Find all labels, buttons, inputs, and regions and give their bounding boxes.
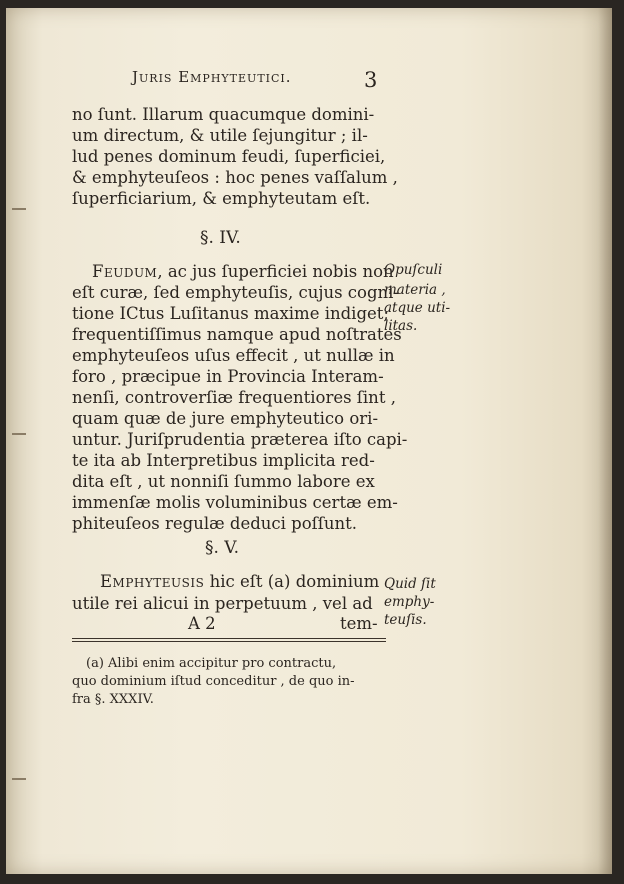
text-line: um directum, & utile ſejungitur ; il-	[72, 126, 368, 145]
binding-stitch	[12, 433, 26, 435]
text-line: quam quæ de jure emphyteutico ori-	[72, 409, 379, 428]
page-number: 3	[364, 68, 378, 92]
text-line: untur. Juriſprudentia præterea iſto capi-	[72, 430, 408, 449]
text-line	[92, 262, 394, 281]
margin-note: materia ,	[384, 282, 446, 298]
text-line: lud penes dominum feudi, ſuperficiei,	[72, 147, 386, 166]
text-line: & emphyteuſeos : hoc penes vaſſalum ,	[72, 168, 398, 187]
footnote-rule	[72, 638, 386, 639]
margin-note: emphy-	[384, 594, 435, 610]
text-line	[100, 572, 379, 591]
text-run: , ac jus ſuperficiei nobis non	[157, 262, 394, 281]
text-line: utile rei alicui in perpetuum , vel ad	[72, 594, 373, 613]
text-line: nenſi, controverſiæ frequentiores ſint ,	[72, 388, 396, 407]
catchword: tem-	[340, 614, 378, 633]
lead-word: Emphyteusis	[100, 572, 205, 591]
text-line: emphyteuſeos uſus effecit , ut nullæ in	[72, 346, 395, 365]
margin-note: teuſis.	[384, 612, 427, 628]
signature-mark: A 2	[188, 614, 216, 633]
footnote-line: fra §. XXXIV.	[72, 692, 154, 707]
text-line: ſuperficiarium, & emphyteutam eſt.	[72, 189, 371, 208]
margin-note: Opuſculi	[384, 262, 443, 278]
binding-stitch	[12, 778, 26, 780]
section-heading: §. IV.	[200, 228, 241, 248]
running-header: Juris Emphyteutici.	[132, 68, 292, 86]
text-line: eſt curæ, ſed emphyteuſis, cujus cogni-	[72, 283, 400, 302]
section-heading: §. V.	[205, 538, 240, 558]
margin-note: litas.	[384, 318, 418, 334]
margin-note: Quid ſit	[384, 576, 436, 592]
text-line: te ita ab Interpretibus implicita red-	[72, 451, 375, 470]
footnote-line: (a) Alibi enim accipitur pro contractu,	[86, 656, 337, 671]
text-line: immenſæ molis voluminibus certæ em-	[72, 493, 398, 512]
text-line: frequentiſſimus namque apud noſtrates	[72, 325, 402, 344]
text-line: foro , præcipue in Provincia Interam-	[72, 367, 384, 386]
text-line: phiteuſeos regulæ deduci poſſunt.	[72, 514, 357, 533]
binding-stitch	[12, 208, 26, 210]
footnote-line: quo dominium iſtud conceditur , de quo in-	[72, 674, 355, 689]
text-line: no ſunt. Illarum quacumque domini-	[72, 105, 375, 124]
text-run: hic eſt (a) dominium	[204, 572, 380, 591]
margin-note: atque uti-	[384, 300, 451, 316]
footnote-rule	[72, 641, 386, 642]
text-line: dita eſt , ut nonniſi ſummo labore ex	[72, 472, 375, 491]
text-line: tione ICtus Luſitanus maxime indiget;	[72, 304, 389, 323]
lead-word: Feudum	[92, 262, 158, 281]
